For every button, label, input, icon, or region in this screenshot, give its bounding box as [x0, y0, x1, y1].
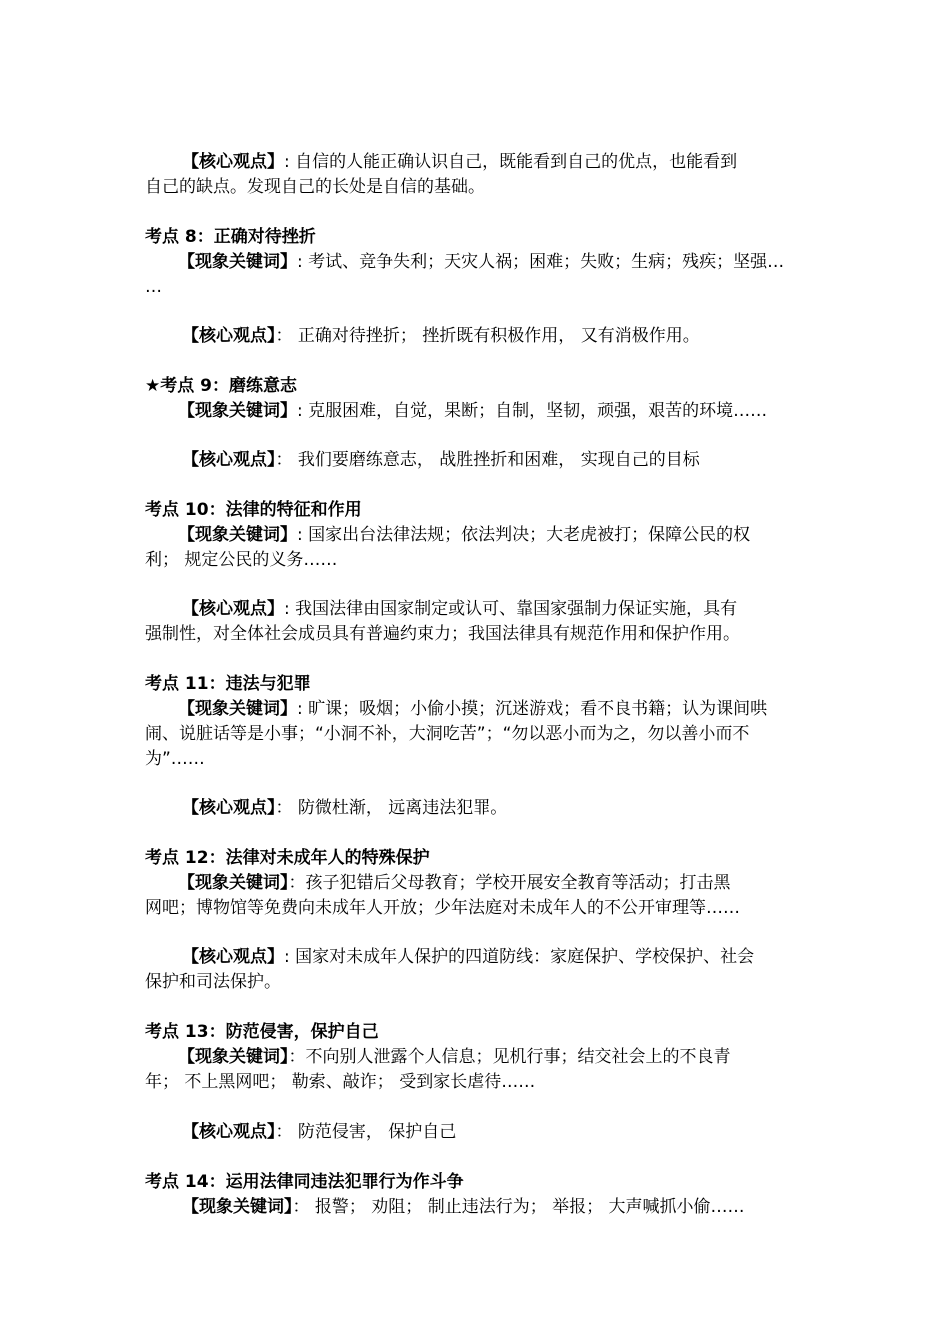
body-text: 年； 不上黑网吧； 勒索、敲诈； 受到家长虐待…… — [145, 1072, 536, 1092]
text-line — [178, 1045, 810, 1069]
text-line — [145, 846, 810, 870]
text-line — [145, 548, 810, 572]
text-line — [145, 896, 810, 920]
text-line — [145, 374, 810, 398]
text-line — [182, 150, 810, 174]
bold-label: 【核心观点】 — [182, 450, 276, 470]
body-text: : 我国法律由国家制定或认可、靠国家强制力保证实施，具有 — [284, 599, 738, 619]
bold-label: 考点 14：运用法律同违法犯罪行为作斗争 — [145, 1172, 464, 1192]
bold-label: 【核心观点】 — [182, 798, 276, 818]
body-text: ： 正确对待挫折； 挫折既有积极作用， 又有消极作用。 — [275, 326, 700, 346]
bold-label: 【现象关键词】 — [178, 1047, 289, 1067]
bold-label: 【核心观点】 — [182, 152, 284, 172]
text-line — [182, 324, 810, 348]
bold-label: 【现象关键词】 — [178, 252, 297, 272]
text-line — [182, 597, 810, 621]
body-text: … — [145, 277, 162, 297]
body-text: 保护和司法保护。 — [145, 972, 281, 992]
bold-label: 【核心观点】 — [182, 326, 276, 346]
text-line — [182, 1120, 810, 1144]
text-line — [145, 622, 810, 646]
body-text: : 旷课；吸烟；小偷小摸；沉迷游戏；看不良书籍；认为课间哄 — [297, 699, 768, 719]
text-line — [145, 275, 810, 299]
text-line — [145, 1020, 810, 1044]
text-line — [178, 523, 810, 547]
text-line — [178, 250, 810, 274]
text-line — [145, 1070, 810, 1094]
bold-label: 考点 11：违法与犯罪 — [145, 674, 311, 694]
bold-label: 考点 13：防范侵害，保护自己 — [145, 1022, 379, 1042]
bold-label: 【现象关键词】 — [178, 873, 289, 893]
text-line — [178, 871, 810, 895]
body-text: : 考试、竞争失利；天灾人祸；困难；失败；生病；残疾；坚强… — [297, 252, 785, 272]
text-line — [145, 498, 810, 522]
body-text: ：孩子犯错后父母教育；学校开展安全教育等活动；打击黑 — [288, 873, 731, 893]
body-text: ： 防微杜渐， 远离违法犯罪。 — [275, 798, 508, 818]
text-line — [145, 970, 810, 994]
text-line — [145, 175, 810, 199]
bold-label: 【现象关键词】 — [182, 1197, 293, 1217]
text-line — [182, 945, 810, 969]
text-line — [182, 1195, 810, 1219]
body-text: 闹、说脏话等是小事；“小洞不补，大洞吃苦”；“勿以恶小而为之，勿以善小而不 — [145, 724, 750, 744]
text-line — [178, 399, 810, 423]
body-text: 自己的缺点。发现自己的长处是自信的基础。 — [145, 177, 485, 197]
bold-label: 【核心观点】 — [182, 1122, 276, 1142]
bold-label: 考点 12：法律对未成年人的特殊保护 — [145, 848, 430, 868]
body-text: : 国家对未成年人保护的四道防线：家庭保护、学校保护、社会 — [284, 947, 755, 967]
bold-label: 【现象关键词】 — [178, 699, 297, 719]
bold-label: 【现象关键词】 — [178, 525, 297, 545]
bold-label: 【核心观点】 — [182, 599, 284, 619]
text-line — [182, 796, 810, 820]
bold-label: 【核心观点】 — [182, 947, 284, 967]
text-line — [145, 722, 810, 746]
bold-label: 考点 10：法律的特征和作用 — [145, 500, 362, 520]
body-text: 为”…… — [145, 749, 205, 769]
body-text: ： 我们要磨练意志， 战胜挫折和困难， 实现自己的目标 — [275, 450, 700, 470]
body-text: 利； 规定公民的义务…… — [145, 550, 338, 570]
text-line — [182, 448, 810, 472]
body-text: ： 报警； 劝阻； 制止违法行为； 举报； 大声喊抓小偷…… — [292, 1197, 745, 1217]
body-text: ：不向别人泄露个人信息；见机行事；结交社会上的不良青 — [288, 1047, 731, 1067]
text-line — [145, 1170, 810, 1194]
body-text: : 自信的人能正确认识自己，既能看到自己的优点，也能看到 — [284, 152, 738, 172]
body-text: 网吧；博物馆等免费向未成年人开放；少年法庭对未成年人的不公开审理等…… — [145, 898, 740, 918]
body-text: : 克服困难，自觉，果断；自制，坚韧，顽强，艰苦的环境…… — [297, 401, 768, 421]
body-text: : 国家出台法律法规；依法判决；大老虎被打；保障公民的权 — [297, 525, 751, 545]
text-line — [145, 747, 810, 771]
bold-label: ★考点 9：磨练意志 — [145, 376, 297, 396]
text-line — [178, 697, 810, 721]
bold-label: 【现象关键词】 — [178, 401, 297, 421]
text-line — [145, 225, 810, 249]
body-text: 强制性，对全体社会成员具有普遍约束力；我国法律具有规范作用和保护作用。 — [145, 624, 740, 644]
text-line — [145, 672, 810, 696]
body-text: ： 防范侵害， 保护自己 — [275, 1122, 457, 1142]
bold-label: 考点 8：正确对待挫折 — [145, 227, 316, 247]
